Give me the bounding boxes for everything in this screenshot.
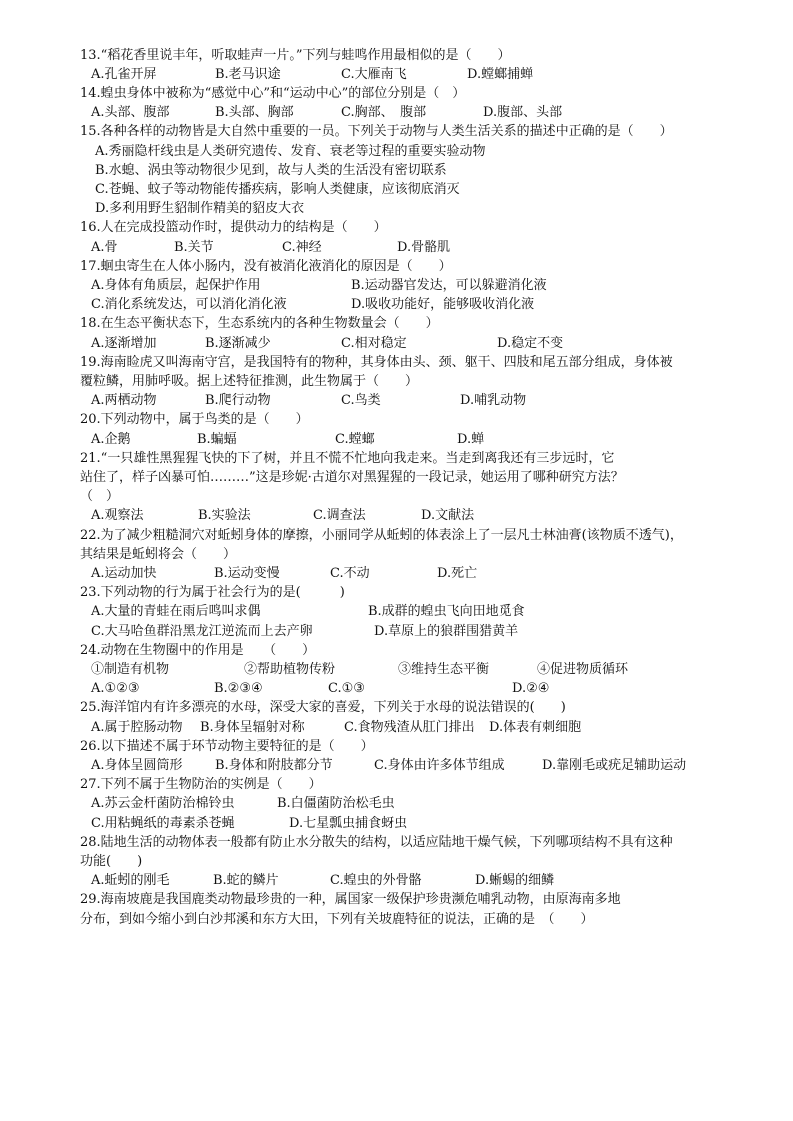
answer-option[interactable]: A.观察法	[91, 508, 144, 524]
answer-option[interactable]: C.胸部、 腹部	[341, 105, 427, 121]
answer-option[interactable]: A.企鹅	[91, 431, 131, 447]
answer-option[interactable]: C.大马哈鱼群沿黑龙江逆流而上去产卵	[91, 623, 313, 639]
answer-option[interactable]: C.调查法	[313, 508, 366, 524]
answer-option[interactable]: D.体表有刺细胞	[489, 719, 582, 735]
answer-option[interactable]: ②帮助植物传粉	[244, 661, 336, 677]
answer-option[interactable]: A.身体有角质层，起保护作用	[91, 277, 261, 293]
answer-option[interactable]: B.关节	[174, 239, 214, 255]
answer-option[interactable]: B.运动器官发达，可以躲避消化液	[351, 277, 547, 293]
question-stem: 其结果是蚯蚓将会（ ）	[80, 546, 237, 562]
answer-option[interactable]: B.蛇的鳞片	[213, 873, 279, 889]
answer-option[interactable]: C.①③	[328, 681, 365, 697]
answer-option[interactable]: B.②③④	[214, 681, 263, 697]
answer-option[interactable]: A.秀丽隐杆线虫是人类研究遗传、发育、衰老等过程的重要实验动物	[95, 143, 486, 159]
answer-option[interactable]: D.螳螂捕蝉	[467, 66, 534, 82]
answer-option[interactable]: B.身体呈辐射对称	[200, 719, 305, 735]
answer-option[interactable]: C.消化系统发达，可以消化消化液	[91, 297, 287, 313]
answer-option[interactable]: D.蝉	[457, 431, 485, 447]
answer-option[interactable]: D.腹部、头部	[483, 105, 563, 121]
answer-option[interactable]: D.七星瓢虫捕食蚜虫	[289, 815, 408, 831]
answer-option[interactable]: C.相对稳定	[341, 335, 407, 351]
answer-option[interactable]: B.水螅、涡虫等动物很少见到，故与人类的生活没有密切联系	[95, 162, 447, 178]
answer-option[interactable]: A.大量的青蛙在雨后鸣叫求偶	[91, 604, 261, 620]
answer-option[interactable]: D.靠刚毛或疣足辅助运动	[542, 757, 687, 773]
question-stem: 14.蝗虫身体中被称为“感觉中心”和“运动中心”的部位分别是（ ）	[80, 85, 466, 101]
question-stem: 19.海南睑虎又叫海南守宫，是我国特有的物种，其身体由头、颈、躯干、四肢和尾五部分组成，身体被	[80, 354, 673, 370]
answer-option[interactable]: D.草原上的狼群围猎黄羊	[374, 623, 519, 639]
question-stem: 功能( )	[80, 853, 143, 869]
question-stem: 15.各种各样的动物皆是大自然中重要的一员。下列关于动物与人类生活关系的描述中正确的是（ ）	[80, 124, 673, 140]
answer-option[interactable]: C.神经	[282, 239, 322, 255]
answer-option[interactable]: D.多利用野生貂制作精美的貂皮大衣	[95, 201, 305, 217]
answer-option[interactable]: C.不动	[330, 565, 370, 581]
answer-option[interactable]: C.螳螂	[335, 431, 375, 447]
answer-option[interactable]: A.逐渐增加	[91, 335, 157, 351]
answer-option[interactable]: A.头部、腹部	[91, 105, 170, 121]
question-stem: 18.在生态平衡状态下，生态系统内的各种生物数量会（ ）	[80, 316, 439, 332]
answer-option[interactable]: A.属于腔肠动物	[91, 719, 183, 735]
answer-option[interactable]: D.蜥蜴的细鳞	[475, 873, 555, 889]
answer-option[interactable]: C.鸟类	[341, 393, 381, 409]
answer-option[interactable]: B.头部、胸部	[215, 105, 294, 121]
question-stem: 分布，到如今缩小到白沙邦溪和东方大田，下列有关坡鹿特征的说法，正确的是 （ ）	[80, 911, 594, 927]
answer-option[interactable]: ①制造有机物	[91, 661, 170, 677]
answer-option[interactable]: C.大雁南飞	[341, 66, 407, 82]
question-stem: 22.为了减少粗糙洞穴对蚯蚓身体的摩擦，小丽同学从蚯蚓的体表涂上了一层凡士林油膏(该物质不透气)，	[80, 527, 683, 543]
answer-option[interactable]: ④促进物质循环	[537, 661, 629, 677]
question-stem: 17.蛔虫寄生在人体小肠内，没有被消化液消化的原因是（ ）	[80, 258, 452, 274]
question-stem: 覆粒鳞，用肺呼吸。据上述特征推测，此生物属于（ ）	[80, 373, 419, 389]
question-stem: 29.海南坡鹿是我国鹿类动物最珍贵的一种，属国家一级保护珍贵濒危哺乳动物，由原海南多地	[80, 892, 621, 908]
answer-option[interactable]: B.爬行动物	[205, 393, 271, 409]
question-stem: 23.下列动物的行为属于社会行为的是( )	[80, 585, 345, 601]
answer-option[interactable]: A.苏云金杆菌防治棉铃虫	[91, 796, 235, 812]
question-stem: 20.下列动物中，属于鸟类的是（ ）	[80, 412, 309, 428]
answer-option[interactable]: A.运动加快	[91, 565, 157, 581]
answer-option[interactable]: B.白僵菌防治松毛虫	[277, 796, 395, 812]
question-stem: （ ）	[80, 489, 120, 505]
answer-option[interactable]: A.孔雀开屏	[91, 66, 157, 82]
answer-option[interactable]: A.蚯蚓的刚毛	[91, 873, 170, 889]
question-stem: 25.海洋馆内有许多漂亮的水母，深受大家的喜爱，下列关于水母的说法错误的( )	[80, 700, 566, 716]
question-stem: 26.以下描述不属于环节动物主要特征的是（ ）	[80, 738, 374, 754]
answer-option[interactable]: B.实验法	[198, 508, 251, 524]
answer-option[interactable]: D.死亡	[437, 565, 478, 581]
answer-option[interactable]: D.稳定不变	[497, 335, 564, 351]
answer-option[interactable]: B.运动变慢	[214, 565, 280, 581]
answer-option[interactable]: C.苍蝇、蚊子等动物能传播疾病，影响人类健康，应该彻底消灭	[95, 181, 460, 197]
answer-option[interactable]: C.身体由许多体节组成	[374, 757, 505, 773]
answer-option[interactable]: B.身体和附肢都分节	[215, 757, 333, 773]
answer-option[interactable]: B.蝙蝠	[197, 431, 237, 447]
answer-option[interactable]: D.吸收功能好，能够吸收消化液	[351, 297, 535, 313]
answer-option[interactable]: A.①②③	[91, 681, 140, 697]
question-stem: 13.“稻花香里说丰年，听取蛙声一片。”下列与蛙鸣作用最相似的是（ ）	[80, 47, 511, 63]
answer-option[interactable]: D.文献法	[421, 508, 475, 524]
question-stem: 站住了，样子凶暴可怕………”这是珍妮·古道尔对黑猩猩的一段记录，她运用了哪种研究方法？	[80, 469, 624, 485]
answer-option[interactable]: ③维持生态平衡	[398, 661, 490, 677]
question-stem: 24.动物在生物圈中的作用是 （ ）	[80, 642, 316, 658]
answer-option[interactable]: D.②④	[512, 681, 550, 697]
question-stem: 28.陆地生活的动物体表一般都有防止水分散失的结构，以适应陆地干燥气候，下列哪项结构不具有这种	[80, 834, 673, 850]
answer-option[interactable]: B.逐渐减少	[205, 335, 271, 351]
answer-option[interactable]: A.身体呈圆筒形	[91, 757, 183, 773]
answer-option[interactable]: C.蝗虫的外骨骼	[330, 873, 422, 889]
answer-option[interactable]: B.老马识途	[215, 66, 281, 82]
answer-option[interactable]: D.骨骼肌	[397, 239, 451, 255]
question-stem: 27.下列不属于生物防治的实例是（ ）	[80, 777, 322, 793]
question-stem: 21.“一只雄性黑猩猩飞快的下了树，并且不慌不忙地向我走来。当走到离我还有三步远时，它	[80, 450, 615, 466]
answer-option[interactable]: C.用粘蝇纸的毒素杀苍蝇	[91, 815, 235, 831]
answer-option[interactable]: C.食物残渣从肛门排出	[344, 719, 475, 735]
answer-option[interactable]: A.骨	[91, 239, 118, 255]
question-stem: 16.人在完成投篮动作时，提供动力的结构是（ ）	[80, 220, 387, 236]
answer-option[interactable]: B.成群的蝗虫飞向田地觅食	[368, 604, 525, 620]
answer-option[interactable]: A.两栖动物	[91, 393, 157, 409]
answer-option[interactable]: D.哺乳动物	[460, 393, 527, 409]
